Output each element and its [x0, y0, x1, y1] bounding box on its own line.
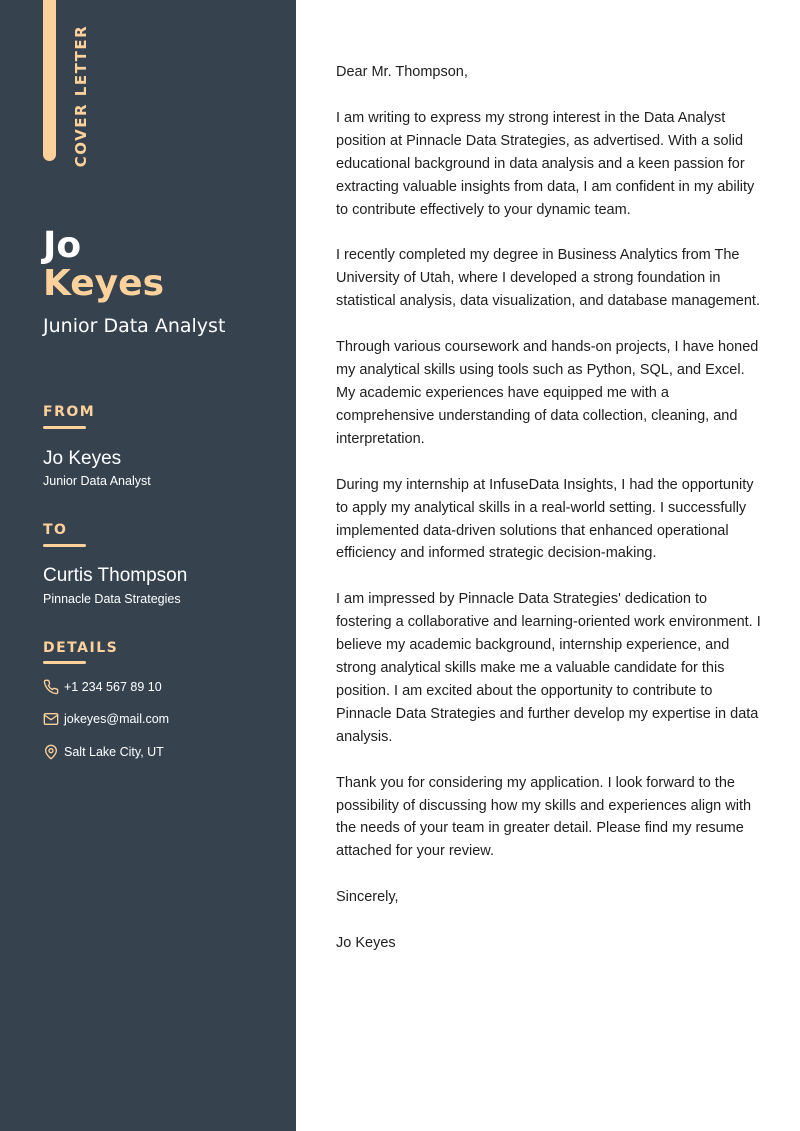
phone-row [43, 679, 162, 695]
location-pin-icon [43, 744, 59, 760]
letter-body [336, 61, 766, 978]
salutation: Dear Mr. Thompson, [336, 64, 468, 80]
to-heading: TO [43, 522, 68, 538]
from-underline [43, 426, 86, 429]
sidebar [0, 0, 296, 1131]
mail-icon [43, 711, 59, 727]
accent-bar [43, 0, 56, 161]
location-text: Salt Lake City, UT [64, 745, 164, 759]
letter-paragraph: Through various coursework and hands-on projects, I have honed my analytical skills using tools such as Python, SQL, and Excel. My academic experiences have equipped me with a comprehensive understanding of data collection, cleaning, and interpretation. [336, 339, 759, 447]
closing: Sincerely, [336, 889, 399, 906]
location-row [43, 744, 164, 760]
phone-number: +1 234 567 89 10 [64, 680, 162, 694]
letter-paragraph: I am impressed by Pinnacle Data Strategies' dedication to fostering a collaborative and learning-oriented work environment. I believe my academic background, internship experience, and strong analytical skills make me a valuable candidate for this position. I am excited about the opportunity to contribute to Pinnacle Data Strategies and further develop my expertise in data analysis. [336, 591, 761, 745]
sender-name: Jo Keyes [43, 448, 122, 469]
last-name: Keyes [43, 263, 164, 304]
to-underline [43, 544, 86, 547]
document-type-label: COVER LETTER [72, 24, 90, 168]
phone-icon [43, 679, 59, 695]
details-heading: DETAILS [43, 640, 119, 656]
letter-paragraph: I recently completed my degree in Business Analytics from The University of Utah, where I developed a strong foundation in statistical analysis, data visualization, and database management. [336, 247, 760, 310]
details-underline [43, 661, 86, 664]
job-title: Junior Data Analyst [43, 315, 226, 337]
recipient-company: Pinnacle Data Strategies [43, 592, 181, 606]
email-address: jokeyes@mail.com [64, 712, 170, 726]
from-heading: FROM [43, 404, 96, 420]
recipient-name: Curtis Thompson [43, 565, 188, 586]
signature: Jo Keyes [336, 935, 396, 952]
letter-paragraph: I am writing to express my strong interest in the Data Analyst position at Pinnacle Data Strategies, as advertised. With a solid educational background in data analysis and a keen passion for extracting valuable insights from data, I am confident in my ability to contribute effectively to your dynamic team. [336, 109, 755, 218]
email-row [43, 711, 169, 727]
letter-paragraph: Thank you for considering my application. I look forward to the possibility of discussing how my skills and experiences align with the needs of your team in greater detail. Please find my resume attached for your review. [336, 774, 752, 860]
first-name: Jo [43, 225, 82, 266]
sender-title: Junior Data Analyst [43, 474, 151, 488]
letter-paragraph: During my internship at InfuseData Insights, I had the opportunity to apply my analytical skills in a real-world setting. I successfully implemented data-driven solutions that enhanced operational efficiency and informed strategic decision-making. [336, 476, 754, 562]
